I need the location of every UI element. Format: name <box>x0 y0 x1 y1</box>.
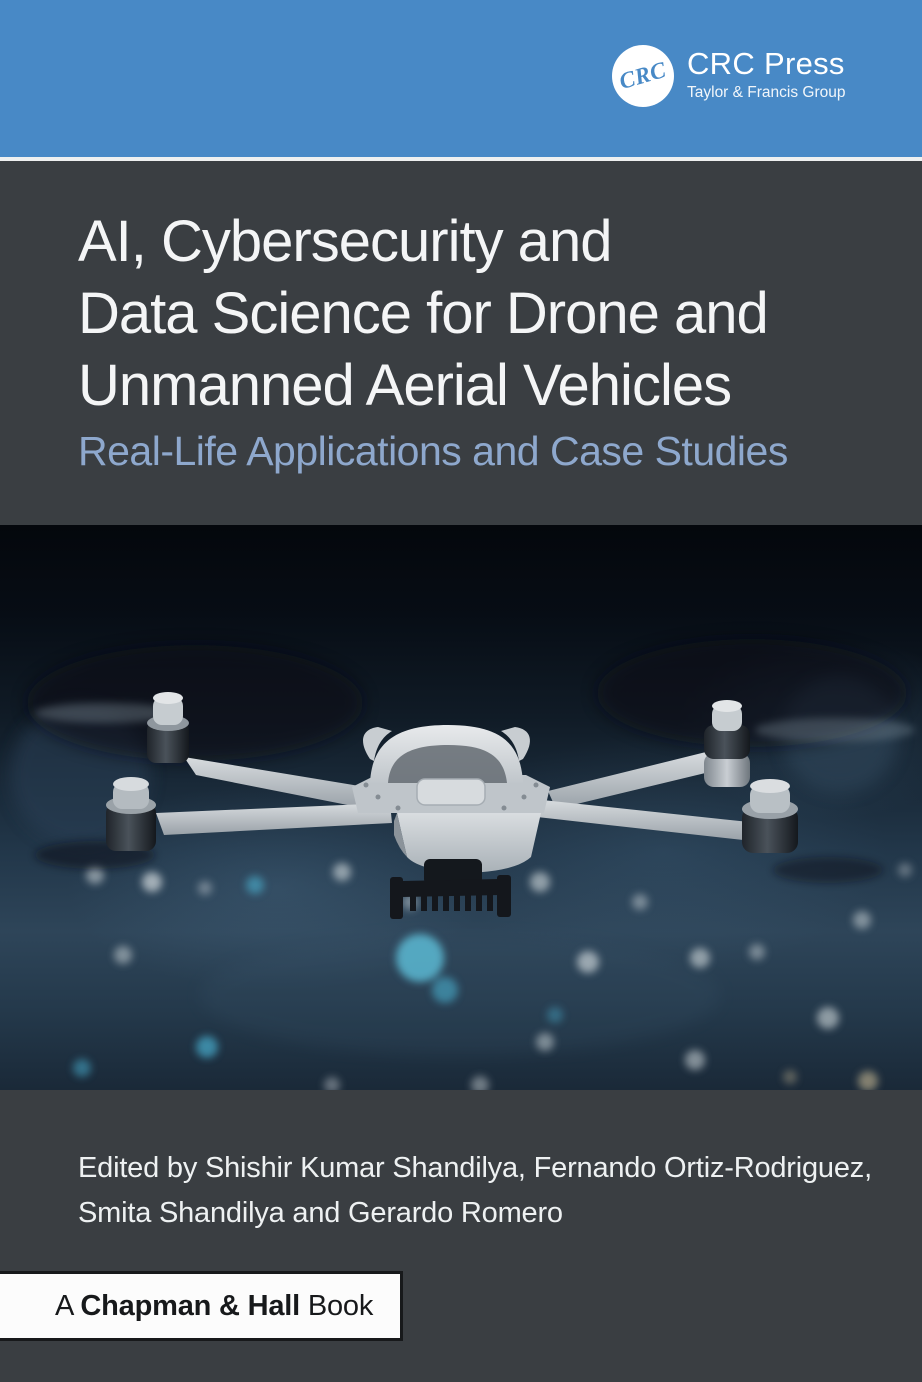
publisher-wordmark <box>687 45 846 102</box>
editors-credit <box>78 1146 872 1236</box>
title-line-2: Data Science for Drone and <box>78 281 768 346</box>
crc-monogram-text: CRC <box>616 56 670 95</box>
editors-line-2: Smita Shandilya and Gerardo Romero <box>78 1197 563 1229</box>
drone-illustration <box>0 525 922 1090</box>
book-title <box>78 206 768 422</box>
crc-press-logo <box>612 45 846 107</box>
crc-monogram-icon <box>612 45 674 107</box>
imprint-box <box>0 1271 403 1341</box>
publisher-name: CRC Press <box>687 46 845 81</box>
editors-line-1: Edited by Shishir Kumar Shandilya, Fernando Ortiz-Rodriguez, <box>78 1152 872 1184</box>
imprint-name: Chapman & Hall <box>80 1289 300 1322</box>
drone-photo <box>0 525 922 1090</box>
book-subtitle: Real-Life Applications and Case Studies <box>78 428 788 474</box>
publisher-group: Taylor & Francis Group <box>687 84 846 101</box>
title-line-3: Unmanned Aerial Vehicles <box>78 353 732 418</box>
divider-strip <box>0 157 922 161</box>
imprint-suffix: Book <box>299 1289 374 1322</box>
title-line-1: AI, Cybersecurity and <box>78 209 612 274</box>
imprint-prefix: A <box>55 1289 81 1322</box>
publisher-band <box>0 0 922 157</box>
